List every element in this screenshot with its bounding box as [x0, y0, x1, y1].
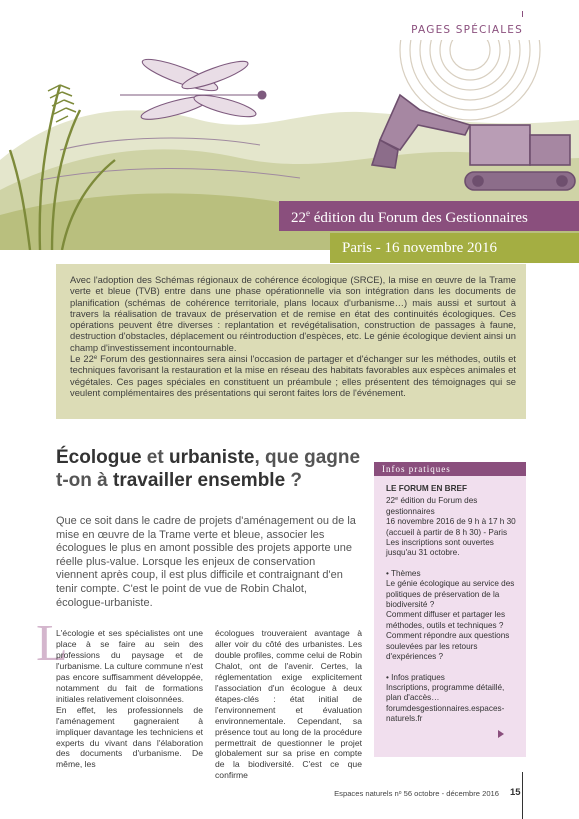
drop-cap: L — [36, 615, 68, 672]
article-lede: Que ce soit dans le cadre de projets d'aménagement ou de la mise en œuvre de la Trame verte et bleue, associer les écologues le plus en amont possible des projets apporte une réelle plus-value. Lorsque les enjeux de conservation viennent après coup, il est plus difficile et contraignant d'en tenir compte. C'est le point de vue de Robin Chalot, écologue-urbaniste. — [56, 515, 356, 609]
forum-summary: LE FORUM EN BREF 22e édition du Forum des gestionnaires 16 novembre 2016 de 9 h à 17 h 30 (accueil à partir de 8 h 30) - Paris Les inscriptions sont ouvertes jusqu'au 31 octobre. — [386, 484, 516, 558]
infobox-heading: Infos pratiques — [374, 462, 526, 476]
practical-info-box — [374, 462, 526, 757]
section-label: PAGES SPÉCIALES — [411, 24, 523, 36]
footer-rule — [522, 772, 523, 819]
article-column-2 — [215, 628, 362, 781]
forum-practical-info: • Infos pratiques Inscriptions, programme détaillé, plan d'accès… forumdesgestionnaires.espaces-naturels.fr — [386, 673, 516, 725]
body-paragraph: L'écologie et ses spécialistes ont une place à se faire au sein des professions du paysage et de l'urbanisme. La culture commune n'est pas encore suffisamment développée, notamment du fait de formations initiales relativement cloisonnées. — [56, 628, 203, 704]
body-paragraph: écologues trouveraient avantage à aller voir du côté des urbanistes. Les double profiles, comme celui de Robin Chalot, ont de l'avenir. Certes, la réglementation exige explicitement l'association d'un écologue à deux étapes-clés : état initial de l'environnement et évaluation environnementale. Cependant, sa présence tout au long de la procédure permettrait de questionner le projet globalement sur sa prise en compte de la biodiversité. C'est ce que confirme — [215, 628, 362, 781]
body-paragraph: En effet, les professionnels de l'aménagement gagneraient à impliquer davantage les techniciens et experts du vivant dans l'élaboration des documents d'urbanisme. De même, les — [56, 704, 203, 770]
intro-box — [56, 264, 526, 419]
forum-website-link[interactable]: Inscriptions, programme détaillé, plan d'accès… forumdesgestionnaires.espaces-naturels.fr — [386, 682, 505, 724]
event-date: Paris - 16 novembre 2016 — [330, 233, 579, 263]
intro-paragraph-2: Le 22e Forum des gestionnaires sera ainsi l'occasion de partager et d'échanger sur les méthodes, outils et techniques favorisant la restauration et la mise en réseau des habitats favorables aux espèces animales et végétales. Ces pages spéciales en constituent un préambule ; elles présentent des témoignages qui se veulent complémentaires des présentations qui seront faites lors de l'événement. — [70, 353, 516, 398]
footer-issue: Espaces naturels $n^o$ 56 octobre - décembre 2016 — [334, 789, 499, 798]
forum-themes: • Thèmes Le génie écologique au service des politiques de préservation de la biodiversité ? Comment diffuser et partager les méthodes, outils et techniques ? Comment répondre aux questions soulevées par les retours d'expériences ? — [386, 568, 515, 662]
article-title: Écologue et urbaniste, que gagne t-on à travailler ensemble ? — [56, 447, 361, 491]
continue-arrow-icon — [498, 730, 504, 738]
header-rule — [522, 11, 523, 17]
page-number: 15 — [510, 787, 521, 798]
article-column-1 — [56, 628, 203, 770]
intro-paragraph-1: Avec l'adoption des Schémas régionaux de cohérence écologique (SRCE), la mise en œuvre de la Trame verte et bleue (TVB) entre dans une phase opérationnelle via son intégration dans les documents de planification (schémas de cohérence territoriale, plans locaux d'urbanisme…) mais aussi et surtout à travers la réalisation de travaux de préservation et de remise en état des continuités écologiques. Ces opérations peuvent être diverses : replantation et revégétalisation, construction de passages à faune, destruction d'obstacles, déplacement ou réintroduction d'espèces, etc. Le génie écologique devient ainsi un champ d'investissement incontournable. — [70, 274, 516, 353]
event-banner: 22e édition du Forum des Gestionnaires — [279, 201, 579, 231]
